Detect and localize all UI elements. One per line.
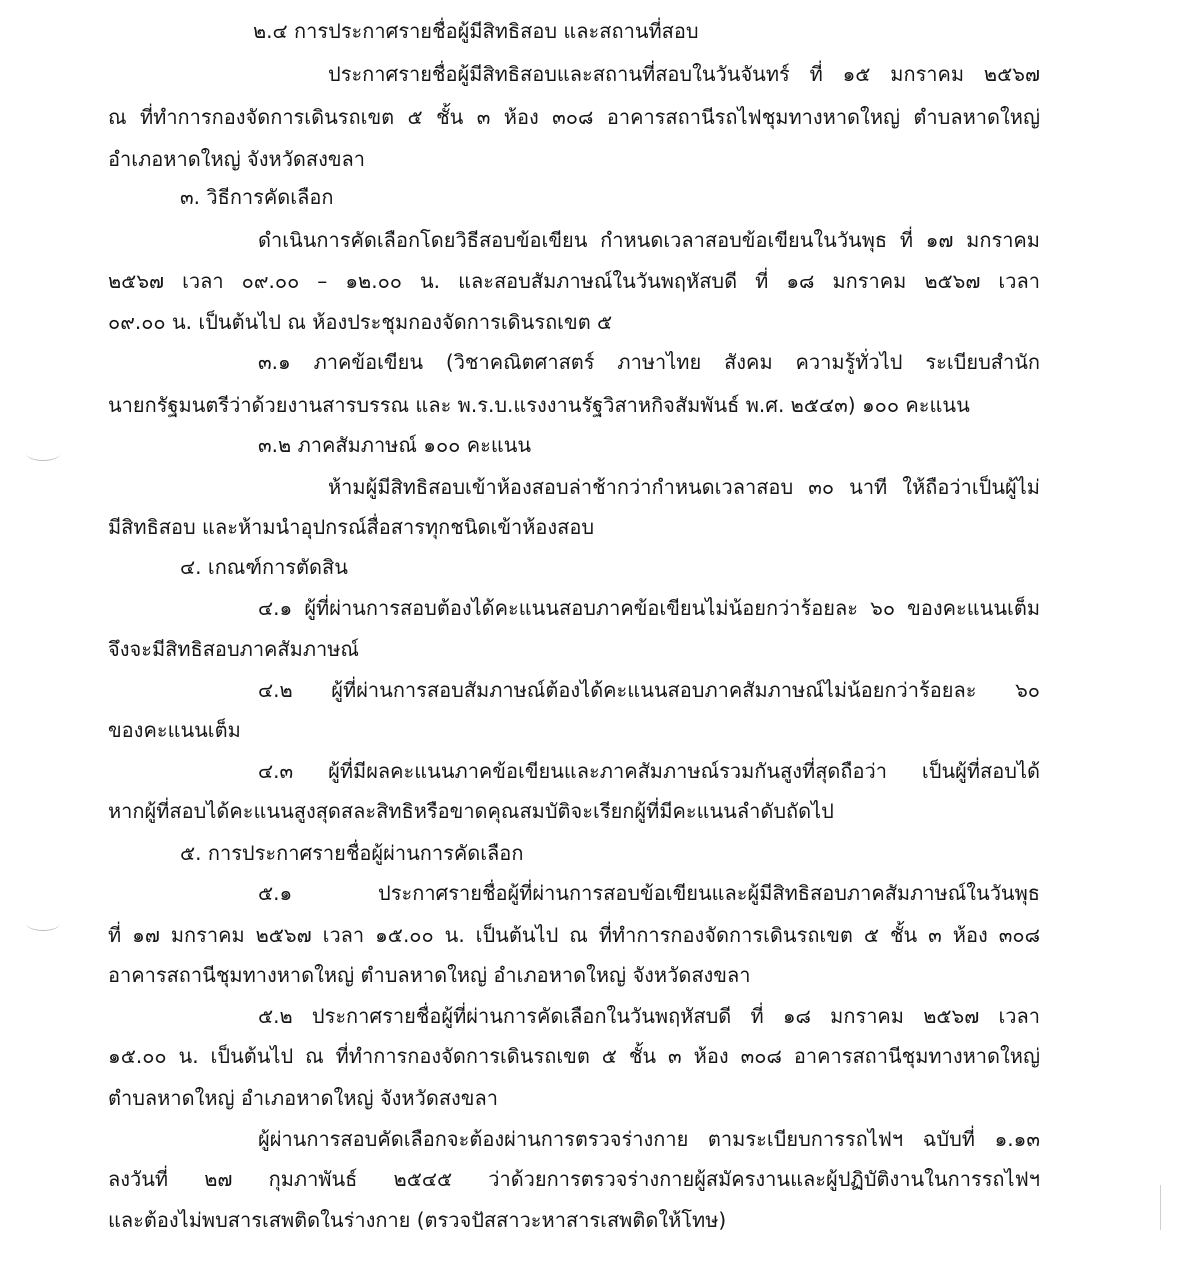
punch-hole-mark-upper [26,446,60,461]
paragraph-line: ผู้ผ่านการสอบคัดเลือกจะต้องผ่านการตรวจร่างกาย ตามระเบียบการรถไฟฯ ฉบับที่ ๑.๑๓ [258,1127,1040,1151]
section-heading-4: ๔. เกณฑ์การตัดสิน [180,555,348,579]
paragraph-line: ๑๕.๐๐ น. เป็นต้นไป ณ ที่ทำการกองจัดการเดินรถเขต ๕ ชั้น ๓ ห้อง ๓๐๘ อาคารสถานีชุมทางหาดใหญ่ [108,1044,1040,1068]
paragraph-line: จึงจะมีสิทธิสอบภาคสัมภาษณ์ [108,637,359,661]
paragraph-line: หากผู้ที่สอบได้คะแนนสูงสุดสละสิทธิหรือขาดคุณสมบัติจะเรียกผู้ที่มีคะแนนลำดับถัดไป [108,799,834,823]
paragraph-line: ๔.๒ ผู้ที่ผ่านการสอบสัมภาษณ์ต้องได้คะแนนสอบภาคสัมภาษณ์ไม่น้อยกว่าร้อยละ ๖๐ [258,678,1040,702]
paragraph-line: ที่ ๑๗ มกราคม ๒๕๖๗ เวลา ๑๕.๐๐ น. เป็นต้นไป ณ ที่ทำการกองจัดการเดินรถเขต ๕ ชั้น ๓ ห้อง ๓๐๘ [108,923,1040,947]
paragraph-line: ๐๙.๐๐ น. เป็นต้นไป ณ ห้องประชุมกองจัดการเดินรถเขต ๕ [108,310,613,334]
paragraph-line: มีสิทธิสอบ และห้ามนำอุปกรณ์สื่อสารทุกชนิดเข้าห้องสอบ [108,515,595,539]
paragraph-line: ประกาศรายชื่อผู้มีสิทธิสอบและสถานที่สอบในวันจันทร์ ที่ ๑๕ มกราคม ๒๕๖๗ [328,62,1040,86]
paragraph-line: นายกรัฐมนตรีว่าด้วยงานสารบรรณ และ พ.ร.บ.แรงงานรัฐวิสาหกิจสัมพันธ์ พ.ศ. ๒๕๔๓) ๑๐๐ คะแนน [108,393,970,417]
paragraph-line: ตำบลหาดใหญ่ อำเภอหาดใหญ่ จังหวัดสงขลา [108,1086,498,1110]
paragraph-line: ห้ามผู้มีสิทธิสอบเข้าห้องสอบล่าช้ากว่ากำหนดเวลาสอบ ๓๐ นาที ให้ถือว่าเป็นผู้ไม่ [328,475,1040,499]
paragraph-line: ๓.๑ ภาคข้อเขียน (วิชาคณิตศาสตร์ ภาษาไทย สังคม ความรู้ทั่วไป ระเบียบสำนัก [258,350,1040,374]
paragraph-line: ลงวันที่ ๒๗ กุมภาพันธ์ ๒๕๔๕ ว่าด้วยการตรวจร่างกายผู้สมัครงานและผู้ปฏิบัติงานในการรถไฟฯ [108,1167,1040,1191]
section-heading-2-4: ๒.๔ การประกาศรายชื่อผู้มีสิทธิสอบ และสถานที่สอบ [253,19,699,43]
section-heading-5: ๕. การประกาศรายชื่อผู้ผ่านการคัดเลือก [180,841,524,865]
subsection-heading-3-2: ๓.๒ ภาคสัมภาษณ์ ๑๐๐ คะแนน [258,433,532,457]
section-heading-3: ๓. วิธีการคัดเลือก [180,185,334,209]
paragraph-line: อาคารสถานีชุมทางหาดใหญ่ ตำบลหาดใหญ่ อำเภอหาดใหญ่ จังหวัดสงขลา [108,963,751,987]
paragraph-line: ๔.๑ ผู้ที่ผ่านการสอบต้องได้คะแนนสอบภาคข้อเขียนไม่น้อยกว่าร้อยละ ๖๐ ของคะแนนเต็ม [258,596,1040,620]
paragraph-line: ณ ที่ทำการกองจัดการเดินรถเขต ๕ ชั้น ๓ ห้อง ๓๐๘ อาคารสถานีรถไฟชุมทางหาดใหญ่ ตำบลหาดใหญ่ [108,105,1040,129]
paragraph-line: ๒๕๖๗ เวลา ๐๙.๐๐ – ๑๒.๐๐ น. และสอบสัมภาษณ์ในวันพฤหัสบดี ที่ ๑๘ มกราคม ๒๕๖๗ เวลา [108,269,1040,293]
paragraph-line: ดำเนินการคัดเลือกโดยวิธีสอบข้อเขียน กำหนดเวลาสอบข้อเขียนในวันพุธ ที่ ๑๗ มกราคม [258,228,1040,252]
paragraph-line: ๔.๓ ผู้ที่มีผลคะแนนภาคข้อเขียนและภาคสัมภาษณ์รวมกันสูงที่สุดถือว่า เป็นผู้ที่สอบได้ [258,759,1040,783]
scan-edge-mark [1160,1185,1161,1230]
paragraph-line: อำเภอหาดใหญ่ จังหวัดสงขลา [108,147,366,171]
paragraph-line: และต้องไม่พบสารเสพติดในร่างกาย (ตรวจปัสสาวะหาสารเสพติดให้โทษ) [108,1208,727,1232]
paragraph-line: ๕.๒ ประกาศรายชื่อผู้ที่ผ่านการคัดเลือกในวันพฤหัสบดี ที่ ๑๘ มกราคม ๒๕๖๗ เวลา [258,1004,1040,1028]
paragraph-line: ๕.๑ ประกาศรายชื่อผู้ที่ผ่านการสอบข้อเขียนและผู้มีสิทธิสอบภาคสัมภาษณ์ในวันพุธ [258,881,1040,905]
punch-hole-mark-lower [26,916,60,931]
paragraph-line: ของคะแนนเต็ม [108,718,241,742]
